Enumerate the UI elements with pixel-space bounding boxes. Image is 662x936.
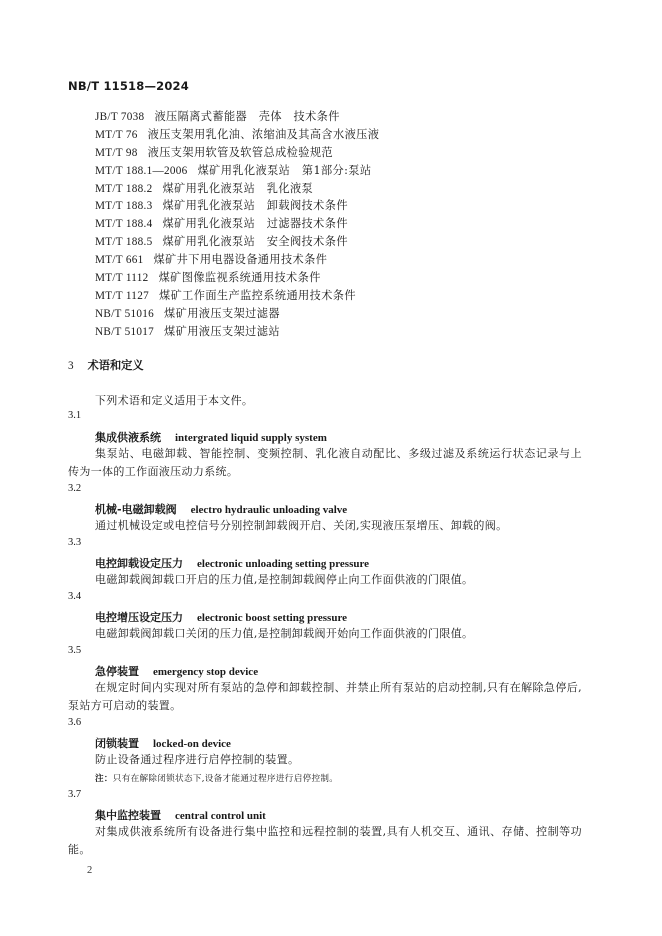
term-number: 3.2 [68,483,82,494]
term-definition: 通过机械设定或电控信号分别控制卸载阀开启、关闭,实现液压泵增压、卸载的阀。 [95,519,508,532]
reference-code: MT/T 1112 [95,272,149,285]
term-title [95,663,258,679]
reference-code: MT/T 1127 [95,289,149,302]
reference-code: NB/T 51017 [95,325,155,338]
term-definition: 对集成供液系统所有设备进行集中监控和远程控制的装置,具有人机交互、通讯、存储、控制等功能。 [68,825,582,856]
reference-title: 液压支架用软管及软管总成检验规范 [147,145,334,159]
term-title [95,429,327,445]
term-title-cn: 电控增压设定压力 [95,611,183,624]
term-title-cn: 闭锁装置 [95,737,139,750]
note-label: 注： [95,774,113,784]
term-title [95,501,347,517]
reference-item [95,180,379,198]
reference-title: 液压隔离式蓄能器 壳体 技术条件 [154,110,340,123]
reference-code: NB/T 51016 [95,307,155,320]
reference-code: MT/T 661 [95,254,144,267]
reference-item [95,269,379,287]
reference-item [95,144,379,162]
term-title-en: electronic unloading setting pressure [197,558,370,570]
reference-code: MT/T 188.1—2006 [95,164,188,177]
reference-title: 煤矿工作面生产监控系统通用技术条件 [158,288,356,302]
term-definition: 防止设备通过程序进行启停控制的装置。 [95,753,300,766]
reference-code: MT/T 76 [95,128,138,141]
section-number: 3 [68,360,74,372]
reference-item [95,233,379,251]
reference-item [95,108,379,126]
reference-title: 煤矿图像监视系统通用技术条件 [158,271,321,285]
term-title-en: intergrated liquid supply system [175,432,327,444]
reference-item [95,197,379,215]
reference-item [95,126,379,144]
reference-code: MT/T 188.2 [95,182,153,195]
term-definition: 在规定时间内实现对所有泵站的急停和卸载控制、并禁止所有泵站的启动控制,只有在解除急停后,泵站方可启动的装置。 [68,681,582,712]
term-number: 3.7 [68,789,82,800]
reference-item [95,251,379,269]
section-title: 术语和定义 [87,359,144,372]
term-number: 3.5 [68,645,82,656]
term-title-en: locked-on device [153,738,231,750]
reference-title: 煤矿用乳化液泵站 安全阀技术条件 [162,235,348,249]
term-title-cn: 电控卸载设定压力 [95,557,183,570]
term-note [95,772,338,784]
normative-references-list [95,108,379,341]
reference-code: MT/T 98 [95,146,138,159]
term-number: 3.1 [68,410,82,421]
term-title [95,735,231,751]
reference-title: 煤矿用乳化液泵站 卸载阀技术条件 [162,199,348,213]
term-title-en: electronic boost setting pressure [197,612,348,624]
term-definition: 集泵站、电磁卸载、智能控制、变频控制、乳化液自动配比、多级过滤及系统运行状态记录与上传为一体的工作面液压动力系统。 [68,447,582,478]
term-title-cn: 集中监控装置 [95,809,161,822]
reference-title: 煤矿用液压支架过滤站 [164,324,280,338]
term-number: 3.4 [68,591,82,602]
term-title [95,555,369,571]
reference-title: 煤矿用乳化液泵站 过滤器技术条件 [162,217,348,231]
reference-item [95,215,379,233]
term-number: 3.6 [68,717,82,728]
intro-paragraph: 下列术语和定义适用于本文件。 [95,394,254,407]
note-text: 只有在解除闭锁状态下,设备才能通过程序进行启停控制。 [112,774,339,784]
term-title [95,609,347,625]
reference-item [95,162,379,180]
reference-item [95,323,379,341]
reference-item [95,305,379,323]
reference-code: JB/T 7038 [95,111,145,123]
reference-code: MT/T 188.3 [95,200,153,213]
reference-title: 煤矿用液压支架过滤器 [164,306,280,320]
term-title-cn: 机械-电磁卸载阀 [95,503,177,516]
term-title [95,807,266,823]
term-title-en: emergency stop device [153,666,259,678]
section-heading [68,357,144,373]
term-definition: 电磁卸载阀卸载口开启的压力值,是控制卸载阀停止向工作面供液的门限值。 [95,573,474,586]
reference-title: 煤矿井下用电器设备通用技术条件 [153,253,328,267]
reference-item [95,287,379,305]
reference-title: 煤矿用乳化液泵站 第1部分:泵站 [197,163,372,177]
reference-code: MT/T 188.5 [95,236,153,249]
document-number-header: NB/T 11518—2024 [68,79,189,93]
term-title-cn: 急停装置 [95,665,139,678]
term-definition: 电磁卸载阀卸载口关闭的压力值,是控制卸载阀开始向工作面供液的门限值。 [95,627,474,640]
reference-code: MT/T 188.4 [95,218,153,231]
page-number: 2 [87,865,93,876]
term-title-cn: 集成供液系统 [95,431,161,444]
term-title-en: electro hydraulic unloading valve [190,504,348,516]
reference-title: 煤矿用乳化液泵站 乳化液泵 [162,181,314,195]
term-title-en: central control unit [175,810,266,822]
reference-title: 液压支架用乳化油、浓缩油及其高含水液压液 [147,127,380,141]
term-number: 3.3 [68,537,82,548]
